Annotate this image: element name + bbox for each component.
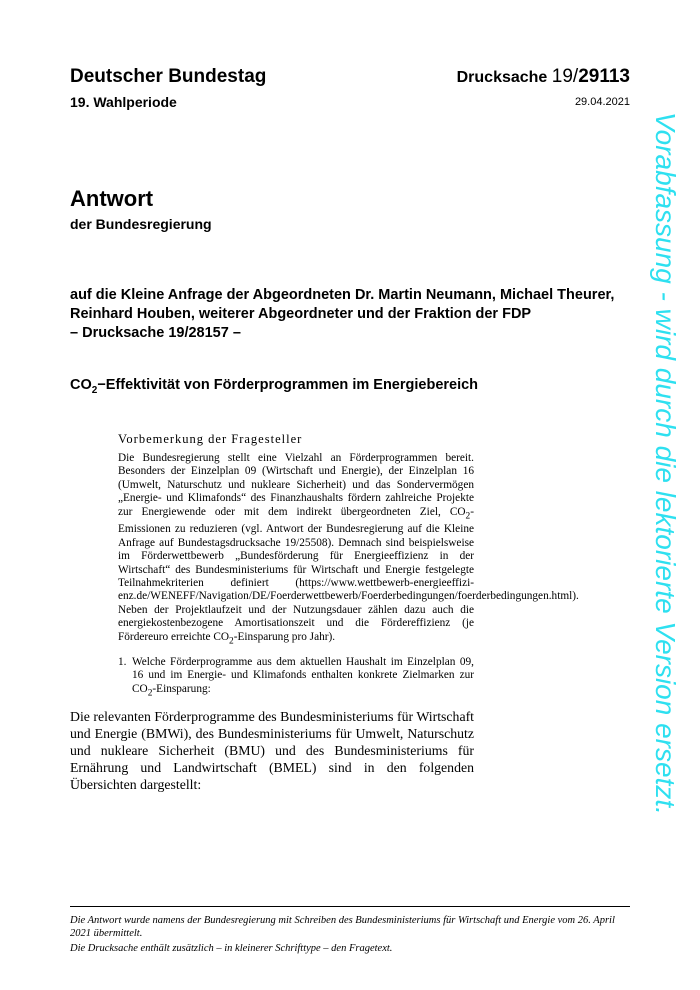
anfrage-line: Reinhard Houben, weiterer Abgeordneter und der Fraktion der FDP <box>70 306 532 322</box>
anfrage-line: – Drucksache 19/28157 – <box>70 325 241 341</box>
footnote-line: Die Drucksache enthält zusätzlich – in kleinerer Schrifttype – den Fragetext. <box>70 943 393 954</box>
watermark-text: Vorabfassung - wird durch die lektorierte Version ersetzt. <box>650 112 681 815</box>
drucksache-prefix: 19/ <box>551 66 579 87</box>
footnote <box>70 914 630 957</box>
question-number: 1. <box>118 656 127 668</box>
anfrage-line: auf die Kleine Anfrage der Abgeordneten Dr. Martin Neumann, Michael Theurer, <box>70 287 615 303</box>
vorbemerkung-heading: Vorbemerkung der Fragesteller <box>118 432 303 446</box>
vorbemerkung-text: Die Bundesregierung stellt eine Vielzahl an Förderprogrammen bereit. Besonders der Einzelplan 09 (Wirtschaft und Energie), der Einzelplan 16 (Umwelt, Naturschutz und nukleare Sicherheit) und das Sondervermögen „Energie- und Klimafonds“ des Finanzhaushalts fördern zahlreiche Projekte zur Energiewende oder mit dem indirekt übergeordneten Ziel, $CO_2$-Emissionen zu reduzieren (vgl. Antwort der Bundesregierung auf die Kleine Anfrage auf Bundestagsdrucksache 19/25508). Demnach sind beispielsweise im Förderwettbewerb „Bundesförderung für Energieeffizienz in der Wirtschaft“ des Bundesministeriums für Wirtschaft und Energie festgelegte Teilnahmekriterien definiert (https://www.wettbewerb-energieeffizi-enz.de/WENEFF/Navigation/DE/Foerderwettbewerb/Foerderbedingungen/foerderbedingungen.html). Neben der Projektlaufzeit und der Nutzungsdauer zählen dazu auch die energiekostenbezogene Amortisationszeit und die Fördereffizienz (je Fördereuro erreichte $CO_2$-Einsparung pro Jahr). <box>118 452 579 646</box>
wahlperiode: 19. Wahlperiode <box>70 94 177 110</box>
document-subheading: der Bundesregierung <box>70 216 212 232</box>
drucksache-label: Drucksache <box>456 69 548 86</box>
document-subject: $CO_2-Effektivität$ von Förderprogrammen im Energiebereich <box>70 377 479 396</box>
document-heading: Antwort <box>70 186 154 211</box>
question-text: Welche Förderprogramme aus dem aktuellen Haushalt im Einzelplan 09, 16 und im Energie- und Klimafonds enthalten konkrete Zielmarken zur $CO_2$-Einsparung: <box>132 656 474 699</box>
drucksache-id: 29113 <box>578 66 630 87</box>
drucksache-number <box>457 66 630 88</box>
document-date: 29.04.2021 <box>574 96 630 108</box>
parliament-title: Deutscher Bundestag <box>70 66 267 87</box>
footer-divider <box>70 906 630 907</box>
footnote-line: Die Antwort wurde namens der Bundesregierung mit Schreiben des Bundesministeriums für Wirtschaft und Energie vom 26. April 2021 übermittelt. <box>70 915 615 939</box>
answer-1: Die relevanten Förderprogramme des Bundesministeriums für Wirtschaft und Energie (BMWi), des Bundesministeriums für Umwelt, Naturschutz und nukleare Sicherheit (BMU) und des Bundesministeriums für Ernährung und Landwirtschaft (BMEL) sind in den folgenden Übersichten dargestellt: <box>70 709 474 792</box>
anfrage-reference <box>70 286 630 343</box>
draft-watermark <box>645 112 685 882</box>
question-1 <box>118 656 474 700</box>
